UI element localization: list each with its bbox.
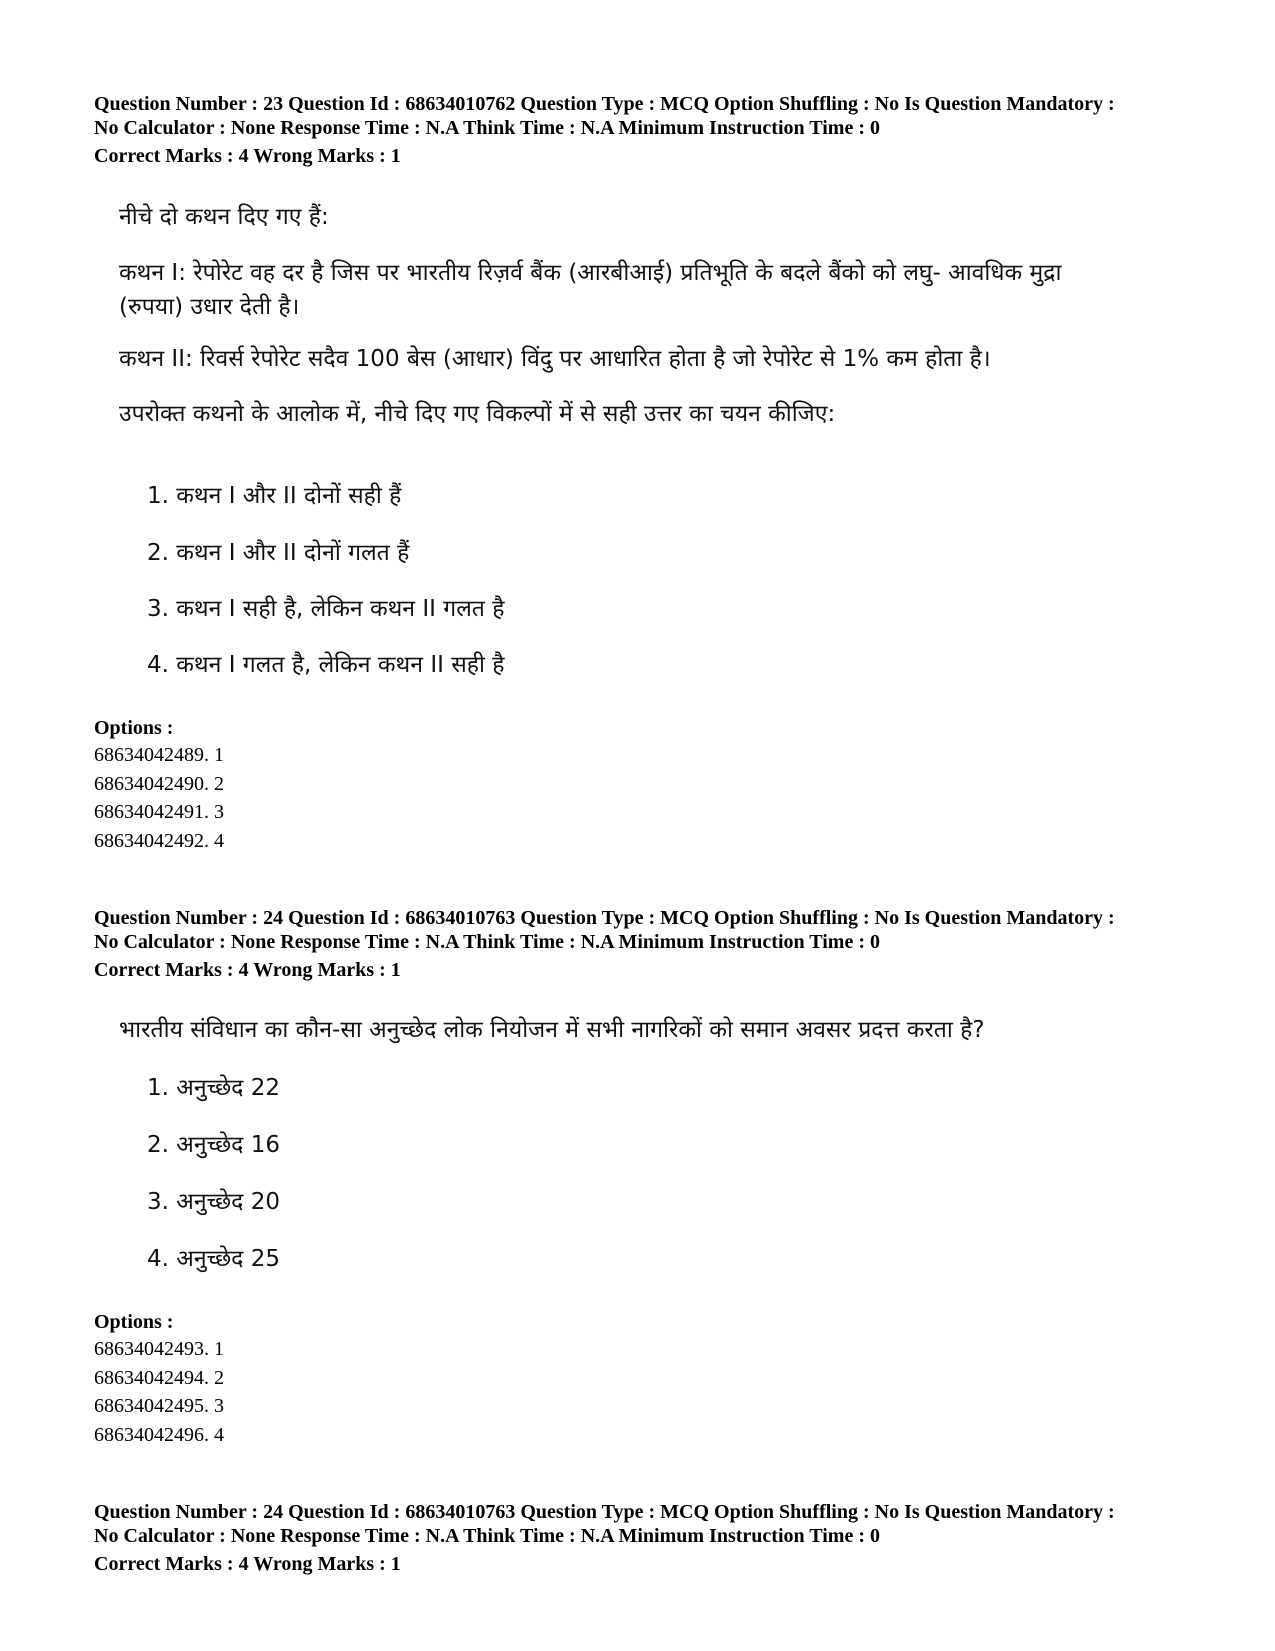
q23-option-4: 68634042492. 4 (94, 829, 224, 852)
q24-meta-line2: No Calculator : None Response Time : N.A Think Time : N.A Minimum Instruction Time : 0 (94, 931, 880, 953)
q24-choice-4: 4. अनुच्छेद 25 (147, 1246, 280, 1272)
q23-prompt: उपरोक्त कथनो के आलोक में, नीचे दिए गए विकल्पों में से सही उत्तर का चयन कीजिए: (119, 401, 836, 427)
q23-options-list (94, 741, 224, 855)
q23-meta-line1: Question Number : 23 Question Id : 68634010762 Question Type : MCQ Option Shuffling : No Is Question Mandatory : (94, 93, 1115, 115)
q23-choice-4: 4. कथन I गलत है, लेकिन कथन II सही है (147, 652, 505, 678)
q24-option-4: 68634042496. 4 (94, 1423, 224, 1446)
q23-meta-line2: No Calculator : None Response Time : N.A Think Time : N.A Minimum Instruction Time : 0 (94, 117, 880, 139)
q24-choice-3: 3. अनुच्छेद 20 (147, 1189, 280, 1215)
q23-options-label: Options : (94, 717, 174, 739)
q24-meta-line1: Question Number : 24 Question Id : 68634010763 Question Type : MCQ Option Shuffling : No Is Question Mandatory : (94, 907, 1115, 929)
q24-option-2: 68634042494. 2 (94, 1366, 224, 1389)
q24-repeat-meta-line1: Question Number : 24 Question Id : 68634010763 Question Type : MCQ Option Shuffling : No Is Question Mandatory : (94, 1501, 1115, 1523)
q24-meta (94, 906, 1214, 982)
q23-option-1: 68634042489. 1 (94, 744, 224, 766)
q23-choice-1: 1. कथन I और II दोनों सही हैं (147, 483, 402, 509)
q24-choice-1: 1. अनुच्छेद 22 (147, 1075, 280, 1101)
q24-repeat-meta (94, 1500, 1214, 1576)
q23-option-3: 68634042491. 3 (94, 801, 224, 823)
q24-option-3: 68634042495. 3 (94, 1395, 224, 1417)
q23-intro: नीचे दो कथन दिए गए हैं: (119, 204, 329, 230)
q23-statement2: कथन II: रिवर्स रेपोरेट सदैव 100 बेस (आधार) विंदु पर आधारित होता है जो रेपोरेट से 1% कम होता है। (119, 346, 991, 372)
q24-option-1: 68634042493. 1 (94, 1338, 224, 1360)
q23-choice-2: 2. कथन I और II दोनों गलत हैं (147, 540, 410, 566)
q23-marks: Correct Marks : 4 Wrong Marks : 1 (94, 145, 401, 167)
q23-choice-3: 3. कथन I सही है, लेकिन कथन II गलत है (147, 596, 505, 622)
q23-option-2: 68634042490. 2 (94, 772, 224, 795)
q24-choice-2: 2. अनुच्छेद 16 (147, 1132, 280, 1158)
q24-options-label: Options : (94, 1311, 174, 1333)
q23-meta (94, 92, 1214, 168)
q24-question: भारतीय संविधान का कौन-सा अनुच्छेद लोक नियोजन में सभी नागरिकों को समान अवसर प्रदत्त करता है? (119, 1017, 985, 1043)
q24-marks: Correct Marks : 4 Wrong Marks : 1 (94, 959, 401, 981)
q24-repeat-meta-line2: No Calculator : None Response Time : N.A Think Time : N.A Minimum Instruction Time : 0 (94, 1525, 880, 1547)
q23-statement1: कथन I: रेपोरेट वह दर है जिस पर भारतीय रिज़र्व बैंक (आरबीआई) प्रतिभूति के बदले बैंको को लघु- आवधिक मुद्रा (रुपया) उधार देती है। (119, 260, 1062, 320)
q24-options-list (94, 1335, 224, 1449)
q24-repeat-marks: Correct Marks : 4 Wrong Marks : 1 (94, 1553, 401, 1575)
